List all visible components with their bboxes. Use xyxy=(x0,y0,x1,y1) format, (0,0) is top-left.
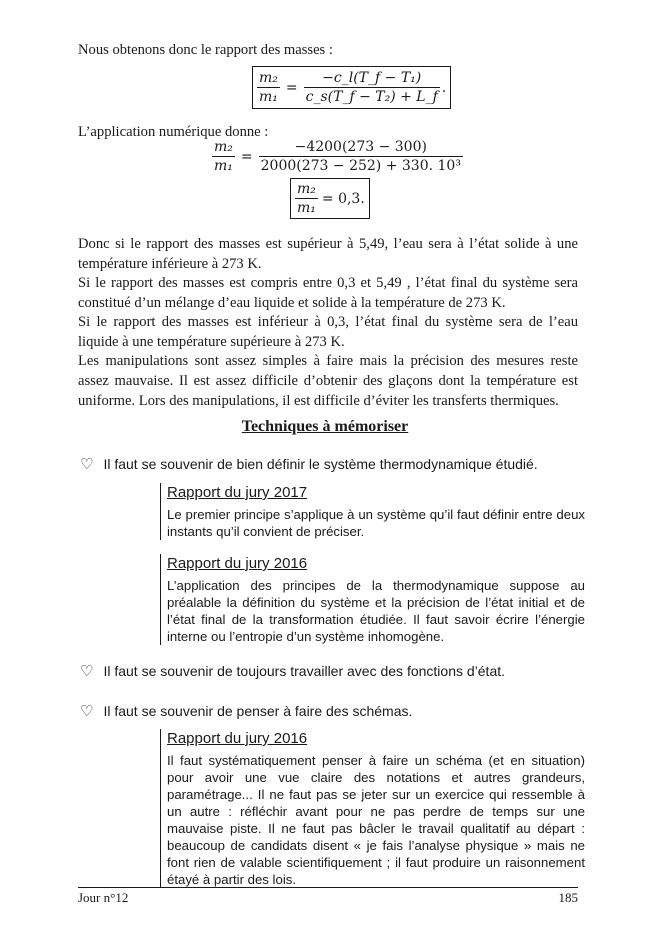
bullet-item xyxy=(80,455,538,473)
bullet-item xyxy=(80,662,505,680)
formula1-lhs-den: m₁ xyxy=(259,89,278,105)
formula1-lhs-num: m₂ xyxy=(259,70,278,86)
jury-report-body: L’application des principes de la thermodynamique suppose au préalable la définition du système et la précision de l’état initial et de l’état final de la transformation étudiée. Il faut savoir écrire l’énergie interne ou l’entropie d’un système inhomogène. xyxy=(167,578,585,644)
jury-report-title: Rapport du jury 2016 xyxy=(167,730,308,747)
formula2-lhs xyxy=(212,139,235,174)
formula1-end: . xyxy=(441,79,447,96)
result-formula xyxy=(290,178,370,219)
jury-report-body: Il faut systématiquement penser à faire un schéma (et en situation) pour avoir une vue claire des notations et autres grandeurs, paramétrage... Il ne faut pas se jeter sur un exercice qui ressemble à un autre : réfléchir avant pour ne pas perdre de temps sur une mauvaise piste. Il ne faut pas bâcler le travail qualitatif au départ : beaucoup de candidats disent « je fais l’analyse physique » mais ne font rien de valable scientifiquement ; il faut produire un raisonnement étayé à partir des lois. xyxy=(167,753,585,887)
formula1-lhs xyxy=(257,70,280,105)
heart-icon: ♡ xyxy=(80,702,94,720)
heart-icon: ♡ xyxy=(80,662,94,680)
formula2-rhs xyxy=(259,139,463,174)
paragraph: Si le rapport des masses est inférieur à 0,3, l’état final du système sera de l’eau liquide à une température supérieure à 273 K. xyxy=(78,314,578,350)
bullet-text: Il faut se souvenir de toujours travailler avec des fonctions d’état. xyxy=(103,663,506,679)
jury-report-title: Rapport du jury 2016 xyxy=(167,555,308,572)
jury-report xyxy=(160,729,585,888)
paragraph: Les manipulations sont assez simples à faire mais la précision des mesures reste assez mauvaise. Il est assez difficile d’obtenir des glaçons dont la température est uniforme. Lors des manipulations, il est difficile d’éviter les transferts thermiques. xyxy=(78,353,578,409)
paragraph: Si le rapport des masses est compris entre 0,3 et 5,49 , l’état final du système sera constitué d’un mélange d’eau liquide et solide à la température de 273 K. xyxy=(78,275,578,311)
jury-report xyxy=(160,483,585,540)
paragraph: Donc si le rapport des masses est supérieur à 5,49, l’eau sera à l’état solide à une température inférieure à 273 K. xyxy=(78,236,578,272)
jury-report-body: Le premier principe s’applique à un système qu’il faut définir entre deux instants qu’il convient de préciser. xyxy=(167,507,585,539)
bullet-text: Il faut se souvenir de penser à faire des schémas. xyxy=(103,703,413,719)
formula2-lhs-num: m₂ xyxy=(214,139,233,155)
page-number: 185 xyxy=(558,890,578,905)
jury-report xyxy=(160,554,585,645)
intro-text: Nous obtenons donc le rapport des masses : xyxy=(78,42,333,58)
bullet-item xyxy=(80,702,412,720)
heart-icon: ♡ xyxy=(80,455,94,473)
formula3-lhs xyxy=(295,181,318,216)
formula2-equals: = xyxy=(240,148,253,165)
jury-report-title: Rapport du jury 2017 xyxy=(167,484,308,501)
formula1-equals: = xyxy=(285,79,298,96)
application-label: L’application numérique donne : xyxy=(78,124,269,140)
section-title: Techniques à mémoriser xyxy=(241,418,409,435)
formula2-rhs-den: 2000(273 − 252) + 330. 10³ xyxy=(260,158,461,174)
mass-ratio-formula xyxy=(252,66,451,109)
numeric-application-formula xyxy=(212,139,463,174)
formula1-rhs-den: c_s(T_f − T₂) + L_f xyxy=(305,89,438,105)
bullet-text: Il faut se souvenir de bien définir le système thermodynamique étudié. xyxy=(103,456,538,472)
formula1-rhs-num: −c_l(T_f − T₁) xyxy=(322,70,422,86)
formula3-lhs-den: m₁ xyxy=(297,200,316,216)
footer-chapter: Jour n°12 xyxy=(78,890,129,905)
formula3-lhs-num: m₂ xyxy=(297,181,316,197)
footer-divider xyxy=(78,887,578,888)
formula2-lhs-den: m₁ xyxy=(214,158,233,174)
formula1-rhs xyxy=(304,70,440,105)
formula3-rhs: = 0,3. xyxy=(321,190,365,207)
formula2-rhs-num: −4200(273 − 300) xyxy=(294,139,427,155)
